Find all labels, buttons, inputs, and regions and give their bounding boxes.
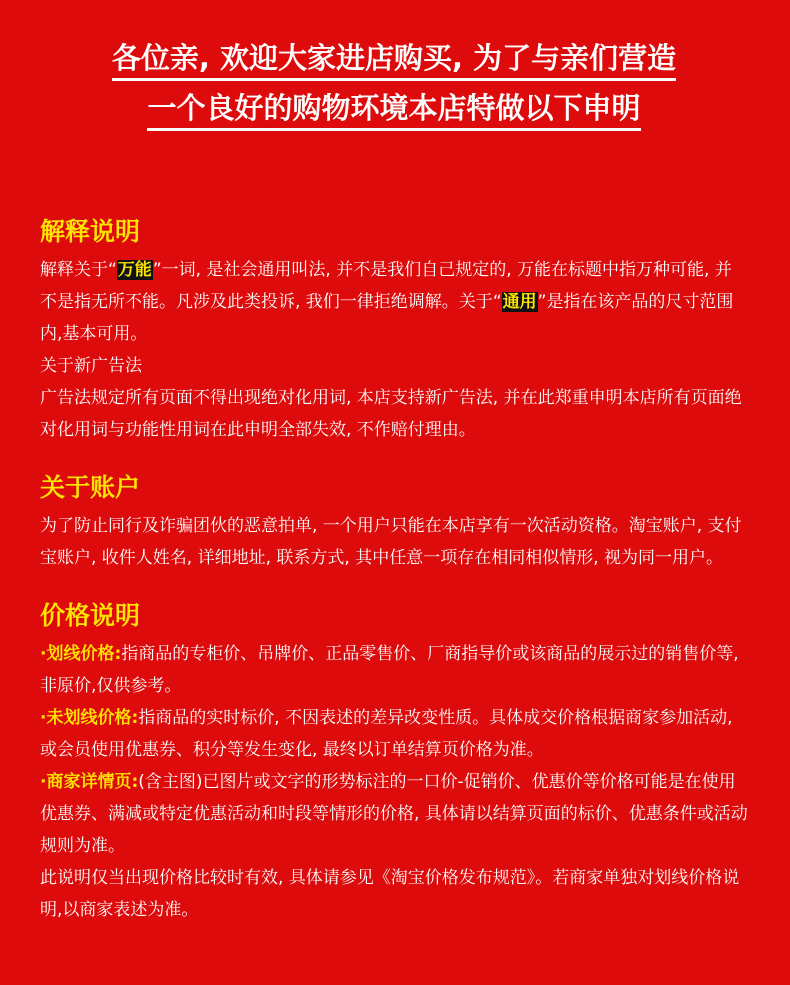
explain-title: 解释说明 [40, 217, 141, 246]
quote-close-2: ” [537, 292, 547, 312]
quote-open: “ [108, 260, 117, 280]
price-note: 此说明仅当出现价格比较时有效, 具体请参见《淘宝价格发布规范》。若商家单独对划线价格说明,以商家表述为准。 [40, 868, 740, 920]
price-item-3-label: ·商家详情页: [40, 772, 139, 792]
section-account [40, 472, 748, 574]
price-title: 价格说明 [40, 601, 141, 630]
explain-paragraph-2: 关于新广告法 [40, 356, 142, 376]
price-item-2-text: 指商品的实时标价, 不因表述的差异改变性质。具体成交价格根据商家参加活动, 或会员使用优惠券、积分等发生变化, 最终以订单结算页价格为准。 [40, 708, 733, 760]
explain-paragraph-1 [40, 254, 748, 350]
explain-paragraph-3: 广告法规定所有页面不得出现绝对化用词, 本店支持新广告法, 并在此郑重申明本店所有页面绝对化用词与功能性用词在此申明全部失效, 不作赔付理由。 [40, 388, 742, 440]
price-item-1 [40, 638, 748, 702]
account-paragraph: 为了防止同行及诈骗团伙的恶意拍单, 一个用户只能在本店享有一次活动资格。淘宝账户, 支付宝账户, 收件人姓名, 详细地址, 联系方式, 其中任意一项存在相同相似情形, 视为同一用户。 [40, 516, 742, 568]
explain-text-a: 解释关于 [40, 260, 108, 280]
price-item-2-label: ·未划线价格: [40, 708, 139, 728]
quote-close: ” [152, 260, 162, 280]
account-title: 关于账户 [40, 473, 141, 502]
explain-text-b: 一词, 是社会通用叫法, 并不是我们自己规定的, 万能在标题中指万种可能, 并不是指无所不能。凡涉及此类投诉, 我们一律拒绝调解。关于 [40, 260, 732, 312]
explain-text-c: 是指在该产品的尺寸范围内,基本可用。 [40, 292, 734, 344]
section-explain [40, 216, 748, 446]
quote-open-2: “ [492, 292, 502, 312]
header [40, 0, 748, 138]
price-item-1-label: ·划线价格: [40, 644, 122, 664]
header-line-2: 一个良好的购物环境本店特做以下申明 [147, 88, 640, 131]
price-item-3-text: (含主图)已图片或文字的形势标注的一口价-促销价、优惠价等价格可能是在使用优惠券、满减或特定优惠活动和时段等情形的价格, 具体请以结算页面的标价、优惠条件或活动规则为准。 [40, 772, 748, 856]
header-line-1: 各位亲, 欢迎大家进店购买, 为了与亲们营造 [112, 38, 676, 81]
price-item-2 [40, 702, 748, 766]
price-item-1-text: 指商品的专柜价、吊牌价、正品零售价、厂商指导价或该商品的展示过的销售价等, 非原价,仅供参考。 [40, 644, 739, 696]
section-price [40, 600, 748, 926]
highlight-tongyong: 通用 [502, 292, 537, 312]
highlight-wanneng: 万能 [117, 260, 152, 280]
price-item-3 [40, 766, 748, 862]
